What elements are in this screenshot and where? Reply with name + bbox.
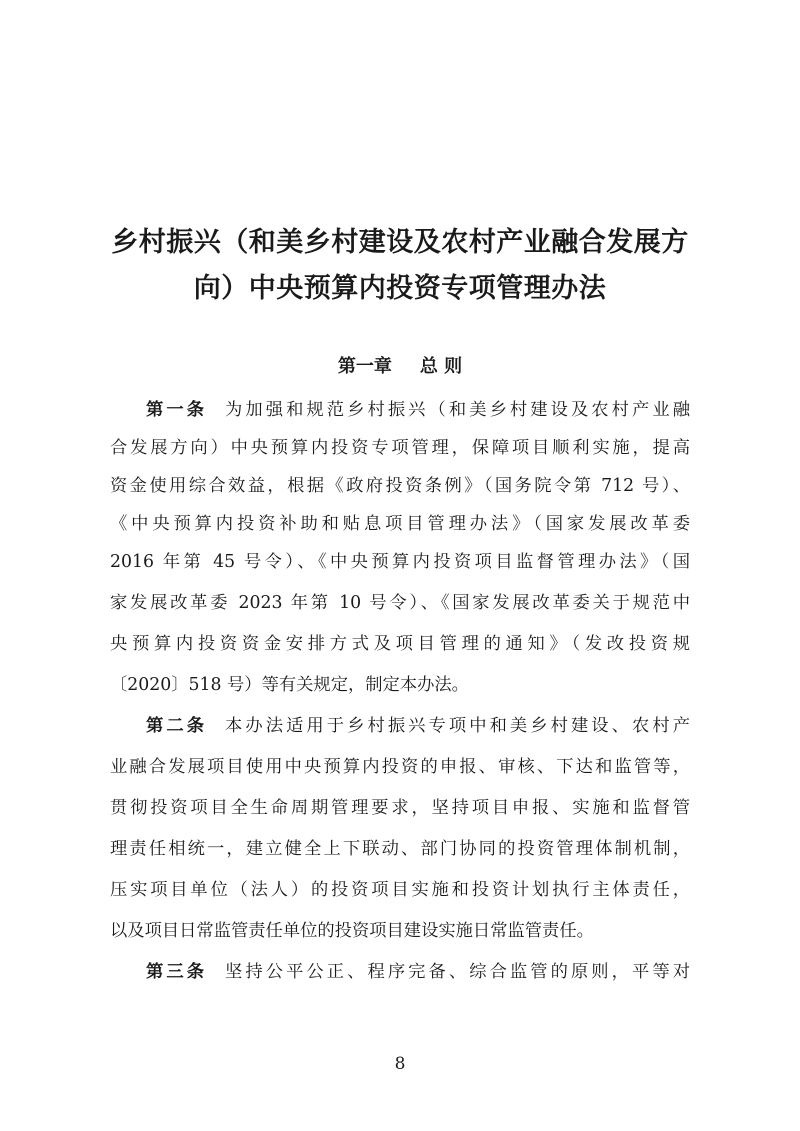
article-2-line-6: 以及项目日常监管责任单位的投资项目建设实施日常监管责任。 xyxy=(110,921,594,941)
article-2-line-1: 第二条 本办法适用于乡村振兴专项中和美乡村建设、农村产 xyxy=(146,716,690,736)
article-1-line-2: 合发展方向）中央预算内投资专项管理，保障项目顺利实施，提高 xyxy=(110,438,690,458)
article-1-label: 第一条 xyxy=(146,400,208,420)
document-title-line-2: 向）中央预算内投资专项管理办法 xyxy=(193,273,607,304)
article-2-line-3: 贯彻投资项目全生命周期管理要求，坚持项目申报、实施和监督管 xyxy=(110,798,690,818)
article-1-line-1: 第一条 为加强和规范乡村振兴（和美乡村建设及农村产业融 xyxy=(146,400,690,420)
chapter-heading xyxy=(100,353,700,381)
article-1-line-7: 央预算内投资资金安排方式及项目管理的通知》（发改投资规 xyxy=(110,634,690,654)
chapter-number: 第一章 xyxy=(337,356,392,377)
article-1-line-6: 家发展改革委 2023 年第 10 号令）、《国家发展改革委关于规范中 xyxy=(110,593,690,613)
article-3-label: 第三条 xyxy=(146,962,208,982)
article-1-line-5: 2016 年第 45 号令）、《中央预算内投资项目监督管理办法》（国 xyxy=(110,552,690,572)
chapter-name: 总 则 xyxy=(419,356,463,377)
page-number: 8 xyxy=(394,1054,406,1074)
article-2-label: 第二条 xyxy=(146,716,208,736)
document-title-line-1: 乡村振兴（和美乡村建设及农村产业融合发展方 xyxy=(111,227,689,258)
article-2-line-4: 理责任相统一，建立健全上下联动、部门协同的投资管理体制机制， xyxy=(110,839,690,859)
article-1-line-4: 《中央预算内投资补助和贴息项目管理办法》（国家发展改革委 xyxy=(110,514,690,534)
article-2-line-2: 业融合发展项目使用中央预算内投资的申报、审核、下达和监管等， xyxy=(110,757,690,777)
article-2-line-5: 压实项目单位（法人）的投资项目实施和投资计划执行主体责任， xyxy=(110,880,690,900)
article-1-line-8: 〔2020〕518 号）等有关规定，制定本办法。 xyxy=(110,675,469,695)
article-1-line-3: 资金使用综合效益，根据《政府投资条例》（国务院令第 712 号）、 xyxy=(110,476,690,496)
article-3-line-1: 第三条 坚持公平公正、程序完备、综合监管的原则，平等对 xyxy=(146,962,690,982)
